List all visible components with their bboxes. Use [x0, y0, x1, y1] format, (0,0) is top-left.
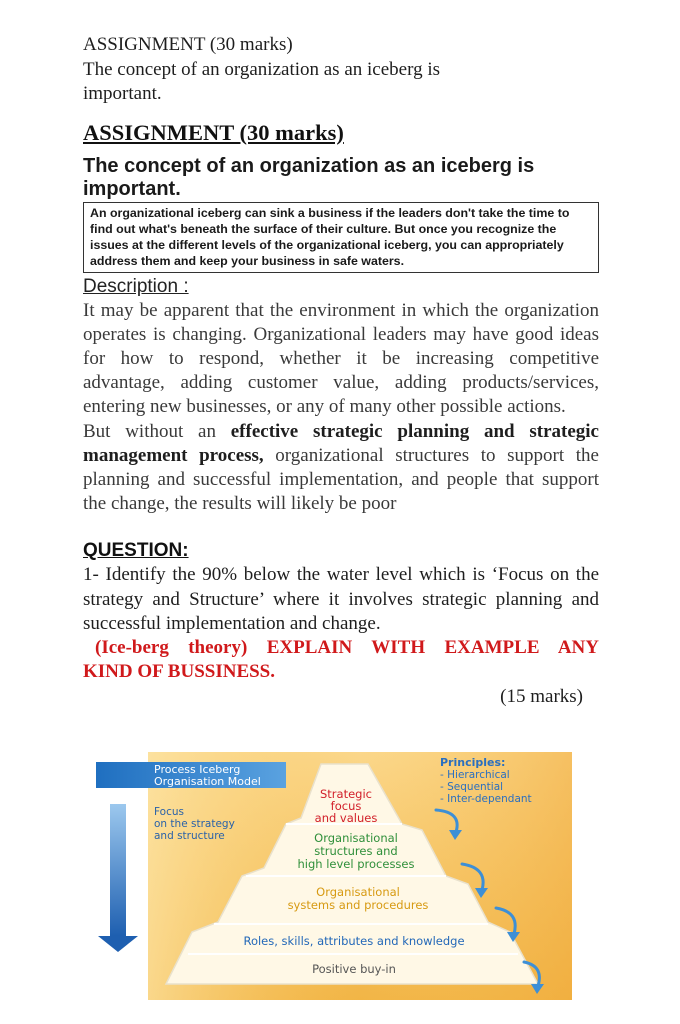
para2-post: organizational structures to support the planning and successful implementation, and people that support the change, the results will likely be poor — [83, 444, 599, 515]
question-text: 1- Identify the 90% below the water level which is ‘Focus on the strategy and Structure’ where it involves strategic planning and successful implementation and change. — [83, 564, 599, 634]
header-line-2: The concept of an organization as an iceberg is — [83, 58, 440, 80]
level-1-line-2: focus — [330, 799, 362, 813]
header-line-3: important. — [83, 83, 162, 104]
level-2-line-1: Organisational — [314, 831, 398, 845]
level-2-line-2: structures and — [314, 844, 398, 858]
question-marks: (15 marks) — [500, 686, 583, 708]
focus-line-2: on the strategy — [154, 818, 235, 830]
level-1-line-3: and values — [314, 811, 378, 825]
banner-line-2: Organisation Model — [154, 775, 261, 788]
header-line-1: ASSIGNMENT (30 marks) — [83, 34, 293, 55]
principle-3: - Inter-dependant — [440, 793, 532, 805]
question-instruction-line-1: (Ice-berg theory) EXPLAIN WITH EXAMPLE ANY — [95, 636, 599, 658]
level-3-line-2: systems and procedures — [287, 898, 429, 912]
focus-line-3: and structure — [154, 830, 225, 842]
iceberg-note-box: An organizational iceberg can sink a business if the leaders don't take the time to find out what's beneath the surface of their culture. But once you recognize the issues at the different levels of the organizational iceberg, you can appropriately address them and keep your business in safe waters. — [83, 202, 599, 273]
down-arrow-icon — [98, 804, 138, 952]
level-5-label: Positive buy-in — [312, 962, 396, 976]
para2-pre: But without an — [83, 420, 231, 442]
focus-line-1: Focus — [154, 806, 184, 818]
level-1-line-1: Strategic — [320, 787, 372, 801]
level-4-label: Roles, skills, attributes and knowledge — [243, 934, 465, 948]
para2-bold: effective strategic planning and strategic management process, — [83, 420, 599, 466]
iceberg-diagram — [96, 752, 572, 1000]
level-2-line-3: high level processes — [297, 857, 415, 871]
level-3-line-1: Organisational — [316, 885, 400, 899]
assignment-title: ASSIGNMENT (30 marks) — [83, 119, 344, 145]
question-instruction-line-2: KIND OF BUSSINESS. — [83, 661, 275, 683]
description-heading: Description : — [83, 275, 189, 297]
principle-2: - Sequential — [440, 781, 504, 793]
iceberg-diagram-svg — [96, 752, 572, 1000]
principle-1: - Hierarchical — [440, 769, 510, 781]
description-paragraph-1: It may be apparent that the environment in which the organization operates is changing. Organizational leaders may have good ideas for how to respond, whether it be increasing competitive advantage, adding customer value, adding products/services, entering new businesses, or any of many other possible actions. — [83, 299, 599, 418]
principles-title: Principles: — [440, 756, 506, 769]
assignment-subtitle: The concept of an organization as an iceberg is important. — [83, 154, 535, 200]
banner-line-1: Process Iceberg — [154, 763, 241, 776]
description-paragraph-2 — [83, 420, 599, 517]
question-heading: QUESTION: — [83, 540, 189, 562]
document-page — [83, 33, 599, 710]
